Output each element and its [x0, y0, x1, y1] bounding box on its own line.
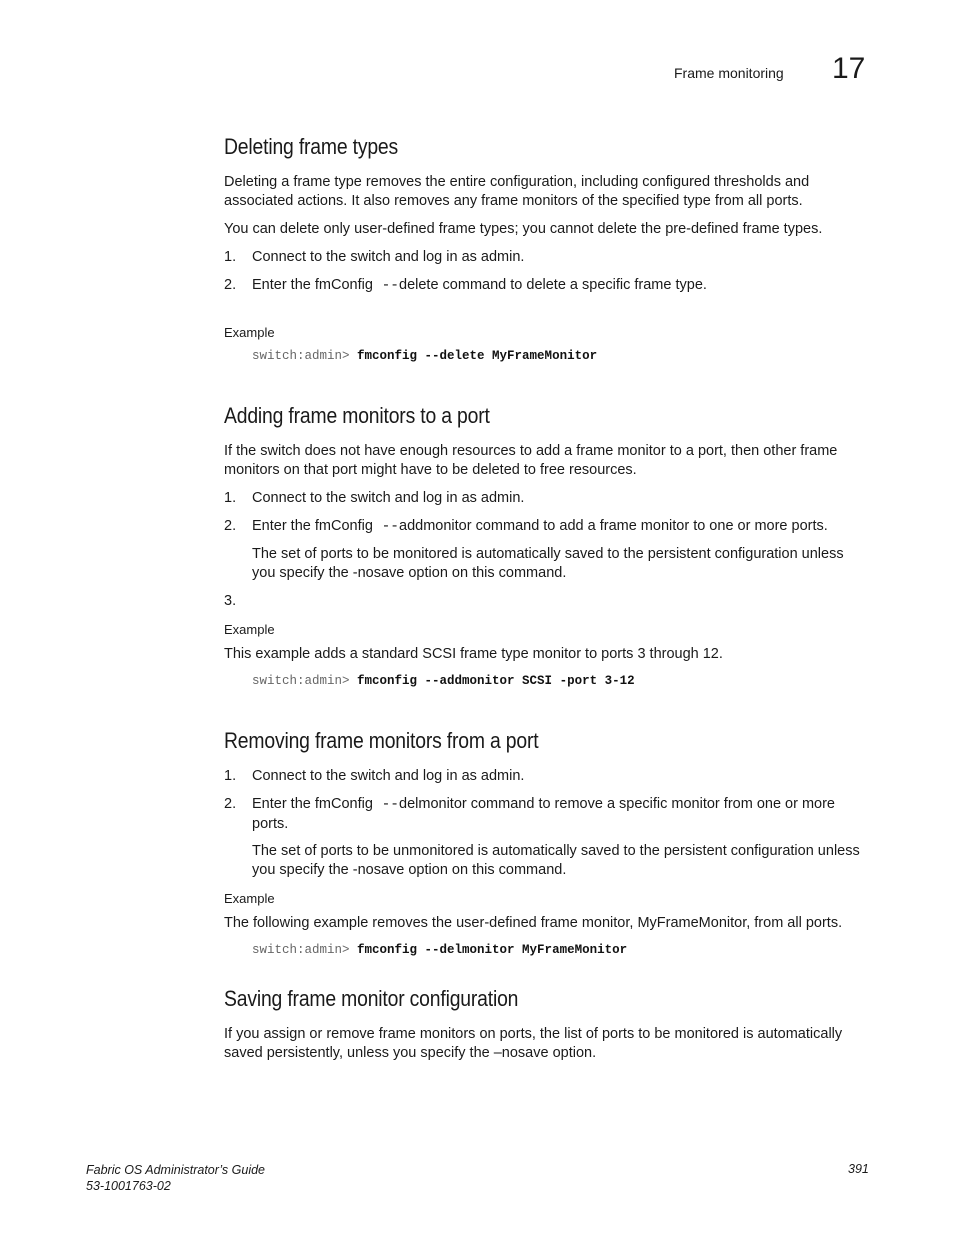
- step-note: [252, 842, 869, 880]
- step-text: [252, 517, 869, 537]
- example-label: Example: [224, 325, 275, 340]
- step-text-post: command to add a frame monitor to one or more ports.: [471, 518, 828, 534]
- chapter-number: 17: [832, 52, 866, 85]
- step-text-post: command to remove a specific monitor from one or more ports.: [252, 796, 835, 832]
- code-prompt: switch:admin>: [252, 943, 358, 957]
- step-number: 1.: [224, 490, 237, 506]
- footer-document-info: [86, 1162, 265, 1194]
- code-command: fmconfig --delmonitor MyFrameMonitor: [357, 943, 628, 957]
- section-heading-removing-frame-monitors: Removing frame monitors from a port: [224, 728, 539, 753]
- code-example: [252, 674, 635, 688]
- step-number: 2.: [224, 518, 237, 534]
- command-name: fmConfig: [314, 277, 373, 293]
- step-number: 1.: [224, 768, 237, 784]
- step-number: 2.: [224, 796, 237, 812]
- page-number: 391: [848, 1162, 869, 1176]
- code-example: [252, 943, 627, 957]
- step-note: [252, 545, 869, 583]
- option-name: delete: [399, 277, 439, 293]
- code-example: [252, 349, 597, 363]
- command-name: fmConfig: [314, 518, 373, 534]
- note-text-post: option on this command.: [404, 565, 567, 581]
- footer-doc-number: 53-1001763-02: [86, 1179, 171, 1193]
- step-text: [252, 276, 869, 296]
- step-number: 1.: [224, 249, 237, 265]
- section-heading-saving-frame-monitor-configuration: Saving frame monitor configuration: [224, 986, 519, 1011]
- note-text-post: option on this command.: [404, 862, 567, 878]
- running-header-section: Frame monitoring: [674, 65, 784, 81]
- option-name: -nosave: [352, 862, 405, 878]
- step-text: Connect to the switch and log in as admin.: [252, 249, 525, 265]
- paragraph: You can delete only user-defined frame types; you cannot delete the pre-defined frame types.: [224, 221, 823, 237]
- step-text-pre: Enter the: [252, 518, 315, 534]
- code-prompt: switch:admin>: [252, 349, 358, 363]
- example-description: The following example removes the user-defined frame monitor, MyFrameMonitor, from all ports.: [224, 915, 843, 931]
- step-text-pre: Enter the: [252, 277, 315, 293]
- step-text: Connect to the switch and log in as admin.: [252, 490, 525, 506]
- code-command: fmconfig --addmonitor SCSI -port 3-12: [357, 674, 635, 688]
- paragraph: If you assign or remove frame monitors on ports, the list of ports to be monitored is automatically saved persistently, unless you specify the –nosave option.: [224, 1026, 843, 1061]
- step-number: 3.: [224, 593, 237, 609]
- code-command: fmconfig --delete MyFrameMonitor: [357, 349, 598, 363]
- step-text: Connect to the switch and log in as admin.: [252, 768, 525, 784]
- footer-title: Fabric OS Administrator’s Guide: [86, 1163, 265, 1177]
- note-text-pre: The set of ports to be unmonitored is automatically saved to the persistent configuration unless you specify the: [252, 843, 860, 878]
- section-heading-adding-frame-monitors: Adding frame monitors to a port: [224, 403, 490, 428]
- example-label: Example: [224, 622, 275, 637]
- paragraph: Deleting a frame type removes the entire configuration, including configured thresholds and associated actions. It also removes any frame monitors of the specified type from all ports.: [224, 174, 810, 209]
- step-number: 2.: [224, 277, 237, 293]
- step-text: [252, 795, 869, 834]
- step-text-post: command to delete a specific frame type.: [438, 277, 707, 293]
- note-text-pre: The set of ports to be monitored is automatically saved to the persistent configuration unless you specify the: [252, 546, 844, 581]
- option-name: delmonitor: [399, 796, 467, 812]
- code-prompt: switch:admin>: [252, 674, 358, 688]
- step-text-pre: Enter the: [252, 796, 315, 812]
- section-heading-deleting-frame-types: Deleting frame types: [224, 134, 399, 159]
- option-name: addmonitor: [399, 518, 472, 534]
- option-dash: --: [372, 278, 400, 294]
- option-dash: --: [372, 519, 400, 535]
- command-name: fmConfig: [314, 796, 373, 812]
- option-dash: --: [372, 797, 400, 813]
- paragraph: If the switch does not have enough resources to add a frame monitor to a port, then other frame monitors on that port might have to be deleted to free resources.: [224, 443, 838, 478]
- example-label: Example: [224, 891, 275, 906]
- option-name: -nosave: [352, 565, 405, 581]
- example-description: This example adds a standard SCSI frame type monitor to ports 3 through 12.: [224, 646, 723, 662]
